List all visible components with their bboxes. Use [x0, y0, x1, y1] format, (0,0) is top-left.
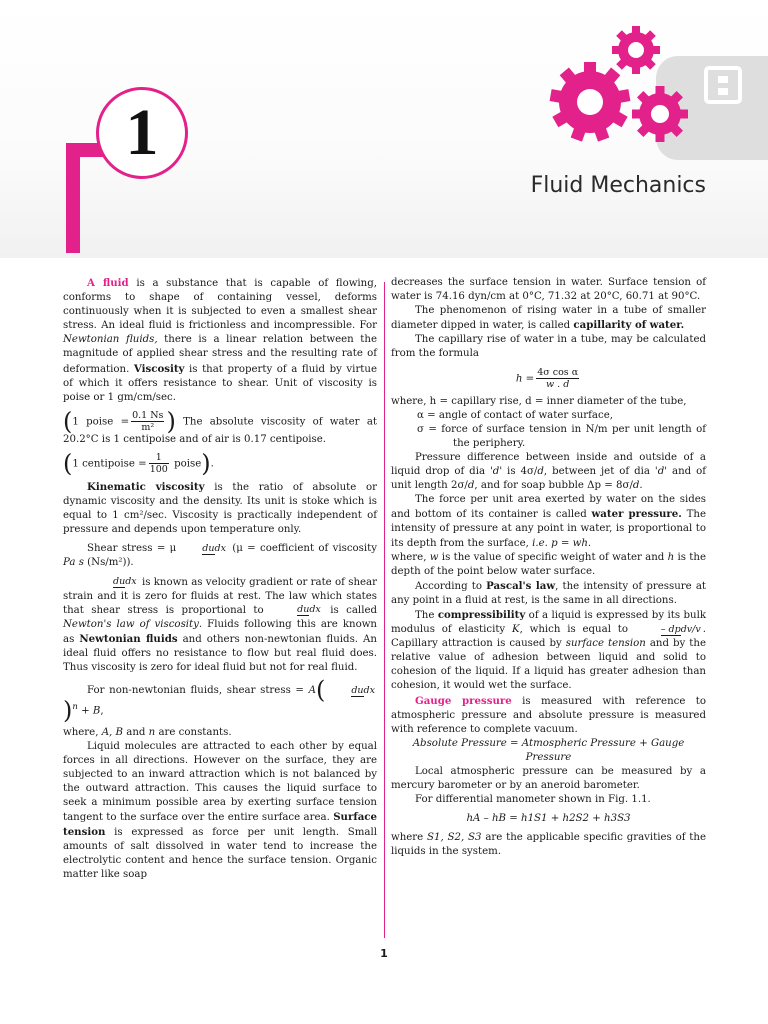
definition-h-d: where, h = capillary rise, d = inner diameter of the tube, [391, 395, 687, 407]
paragraph-water-pressure [391, 493, 706, 550]
text: According to [415, 580, 487, 592]
paragraph-barometer: Local atmospheric pressure can be measured by a mercury barometer or by an aneroid barometer. [391, 766, 706, 792]
term-newtonian-fluids: Newtonian fluids, [63, 334, 158, 346]
term-newtonian-fluids: Newtonian fluids [79, 632, 178, 645]
left-column [63, 276, 377, 883]
variables: S1, S2, S3 [427, 832, 482, 844]
paragraph-gauge-pressure [391, 694, 706, 737]
formula-text: poise [170, 458, 202, 470]
text: . [639, 480, 643, 492]
text: where, [391, 551, 430, 563]
formula-text: 1 centipoise = [72, 458, 147, 470]
fraction [149, 452, 169, 475]
paragraph-capillary-rise: The capillary rise of water in a tube, may be calculated from the formula [391, 334, 706, 360]
term-fluid: A fluid [87, 277, 129, 289]
text: The intensity of pressure at any point in water, is proportional to its depth from the surface, [391, 509, 707, 549]
term-pascals-law: Pascal's law [486, 579, 556, 592]
numerator: – dp [660, 623, 681, 635]
column-divider [384, 282, 385, 938]
fraction-du-dx [327, 685, 375, 696]
formula-text: , [100, 705, 104, 717]
text: is expressed as force per unit length. Small amounts of salt dissolved in water tend to increase the electrolytic content and hence the surface tension. Organic matter like soap [63, 827, 377, 881]
text: (Ns/m²)). [83, 557, 134, 569]
term-compressibility: compressibility [437, 608, 526, 621]
paragraph-fluid-definition [63, 276, 377, 405]
absolute-pressure-formula [391, 737, 706, 765]
text: are constants. [155, 726, 232, 738]
fraction-du-dx [273, 604, 321, 615]
term-newtons-law: Newton's law of viscosity [63, 618, 199, 630]
manometer-formula [391, 812, 706, 826]
denominator: w . d [546, 378, 570, 390]
formula-text: h = [515, 373, 535, 385]
variable: d [537, 466, 544, 478]
capillary-rise-formula [391, 367, 706, 390]
variable: d [632, 480, 640, 492]
page-icon [704, 66, 744, 106]
exponent: n [72, 702, 78, 713]
text: The [415, 609, 438, 621]
denominator: dv/v [680, 623, 701, 635]
variable: n [148, 726, 156, 738]
text: where, [63, 726, 102, 738]
formula-text: Absolute Pressure = Atmospheric Pressure + Gauge Pressure [412, 737, 685, 763]
gear-icon [540, 20, 710, 170]
chapter-number: 1 [125, 96, 159, 169]
text: , between jet of dia ' [543, 466, 658, 478]
paragraph-compressibility [391, 608, 706, 694]
text: is the ratio of absolute or dynamic viscosity and the density. Its unit is stoke which is equal to 1 cm²/sec. Viscosity is practically independent of pressure and depends upon temperature only. [63, 481, 377, 536]
paragraph-surface-tension [63, 740, 377, 883]
text: Pressure difference between inside and outside of a liquid drop of dia ' [391, 451, 706, 478]
text: is a substance that is capable of flowing, conforms to shape of containing vessel, deforms continuously when it is subjected to even a smallest shear stress. An ideal fluid is frictionless and incompressible. For [63, 278, 377, 332]
text: and [123, 726, 149, 738]
text: , the intensity of pressure at any point in a fluid at rest, is the same in all directions. [391, 580, 706, 606]
variable: A [308, 685, 316, 697]
denominator: dx [125, 576, 137, 587]
right-column [391, 276, 706, 860]
fraction-du-dx [89, 576, 137, 587]
formula-text: 1 poise = [72, 416, 130, 428]
fraction [536, 367, 579, 390]
paragraph-specific-gravities [391, 831, 706, 859]
variable: w [429, 551, 439, 563]
text: is called [322, 604, 377, 616]
numerator: du [202, 542, 215, 554]
denominator: dx [363, 684, 375, 696]
text: , and for soap bubble Δp = 8σ/ [474, 480, 633, 492]
term-gauge-pressure: Gauge pressure [415, 694, 512, 707]
shear-stress-formula [63, 542, 377, 570]
formula-inline: i.e. p = wh. [532, 537, 592, 549]
paragraph-capillarity [391, 304, 706, 333]
paragraph-pressure-difference [391, 451, 706, 493]
text: (μ = coefficient of viscosity [227, 543, 377, 555]
text: . Fluids following this are known as [63, 618, 377, 645]
term-kinematic-viscosity: Kinematic viscosity [87, 480, 205, 493]
text: . Capillary attraction is caused by [391, 624, 706, 650]
text: is measured with reference to atmospheric pressure and absolute pressure is measured with reference to complete vacuum. [391, 695, 706, 735]
text: is that property of a fluid by virtue of which it offers resistance to shear. Unit of viscosity is poise or 1 gm/cm/sec. [63, 363, 377, 403]
text: is known as velocity gradient or rate of shear strain and it is zero for fluids at rest. The law which states that shear stress is proportional to [63, 576, 377, 616]
formula-text: hA – hB = h1S1 + h2S2 + h3S3 [466, 813, 631, 825]
denominator: 100 [149, 463, 168, 475]
formula-text: For non-newtonian fluids, shear stress = [87, 685, 309, 697]
numerator: du [113, 576, 126, 587]
paragraph-kinematic-viscosity [63, 480, 377, 537]
variable: K [511, 624, 520, 636]
numerator: 0.1 Ns [132, 409, 164, 421]
term-surface-tension: surface tension [565, 638, 646, 650]
text: and by the relative value of adhesion between liquid and solid to cohesion of the liquid. If a liquid has greater adhesion than cohesion, it would wet the surface. [391, 638, 706, 692]
text: ' is 4σ/ [499, 466, 538, 478]
term-capillarity: capillarity of water. [573, 319, 685, 332]
non-newtonian-formula: For non-newtonian fluids, shear stress = A( dudx)$^n$ + B, [63, 676, 375, 725]
numerator: 1 [149, 452, 169, 464]
numerator: 4σ cos α [537, 366, 579, 378]
variable: d [467, 480, 475, 492]
term-viscosity: Viscosity [133, 362, 185, 375]
definition-sigma: σ = force of surface tension in N/m per unit length of the periphery. [417, 423, 706, 449]
centipoise-formula: (1 centipoise = $\frac{1}{100}$ poise). [63, 449, 214, 478]
text: is the value of specific weight of water and [438, 551, 668, 563]
fraction [637, 624, 701, 635]
numerator: du [351, 684, 364, 696]
numerator: du [297, 604, 310, 616]
variable: B [92, 705, 101, 717]
term-surface-tension: Surface tension [63, 811, 377, 839]
text: there is a linear relation between the magnitude of applied shear stress and the resulting rate of deformation. [63, 334, 377, 375]
paragraph-pascals-law [391, 579, 706, 608]
text: Liquid molecules are attracted to each other by equal forces in all directions. However on the surface, they are subjected to an inward attraction which is not balanced by the outward attraction. This causes the liquid surface to seek a minimum possible area by exerting surface tension tangent to the surface over the entire surface area. [63, 740, 377, 824]
term-water-pressure: water pressure. [591, 508, 682, 521]
denominator: dx [214, 542, 226, 554]
text: where [391, 832, 428, 844]
text: and others non-newtonian fluids. An ideal fluid offers no resistance to flow but real fluid does. Thus viscosity is zero for ideal fluid but not for real fluid. [63, 633, 377, 674]
text: ' and of unit length 2σ/ [391, 466, 707, 492]
text: are the applicable specific gravities of the liquids in the system. [391, 832, 706, 858]
variable: d [492, 466, 500, 478]
text: The absolute viscosity of water at 20.2°C is 1 centipoise and of air is 0.17 centipoise. [63, 416, 377, 445]
text: of a liquid is expressed by its bulk modulus of elasticity [391, 609, 707, 636]
formula-text: + [77, 705, 93, 717]
paragraph-specific-weight [391, 551, 706, 579]
text: , which is equal to [519, 624, 635, 636]
variable: d [657, 466, 665, 478]
variables: A, B [101, 726, 124, 738]
paragraph-constants [63, 726, 377, 740]
variable: h [667, 551, 675, 563]
page-number: 1 [380, 947, 388, 960]
poise-formula: (1 poise = $\frac{0.1 Ns}{\text{m²}}$ ) The absolute viscosity of water at 20.2°C is 1 centipoise and of air is 0.17 centipoise. [63, 407, 377, 445]
text: is the depth of the point below water surface. [391, 551, 706, 577]
chapter-title: Fluid Mechanics [530, 173, 706, 198]
formula-text: Shear stress = μ [87, 543, 177, 555]
fraction-du-dx [178, 543, 226, 554]
chapter-tab-stem [66, 143, 80, 253]
definition-alpha: α = angle of contact of water surface, [417, 409, 613, 421]
paragraph-velocity-gradient [63, 576, 377, 676]
denominator: m² [141, 421, 155, 433]
paragraph-surface-tension-cont: decreases the surface tension in water. Surface tension of water is 74.16 dyn/cm at 0°C, 71.32 at 20°C, 60.71 at 90°C. [391, 277, 706, 303]
text: The phenomenon of rising water in a tube of smaller diameter dipped in water, is called [391, 305, 706, 332]
unit: Pa s [63, 557, 84, 569]
denominator: dx [309, 604, 321, 616]
fraction [131, 410, 164, 433]
text: The force per unit area exerted by water on the sides and bottom of its container is called [391, 494, 706, 521]
paragraph-manometer: For differential manometer shown in Fig. 1.1. [415, 794, 651, 806]
